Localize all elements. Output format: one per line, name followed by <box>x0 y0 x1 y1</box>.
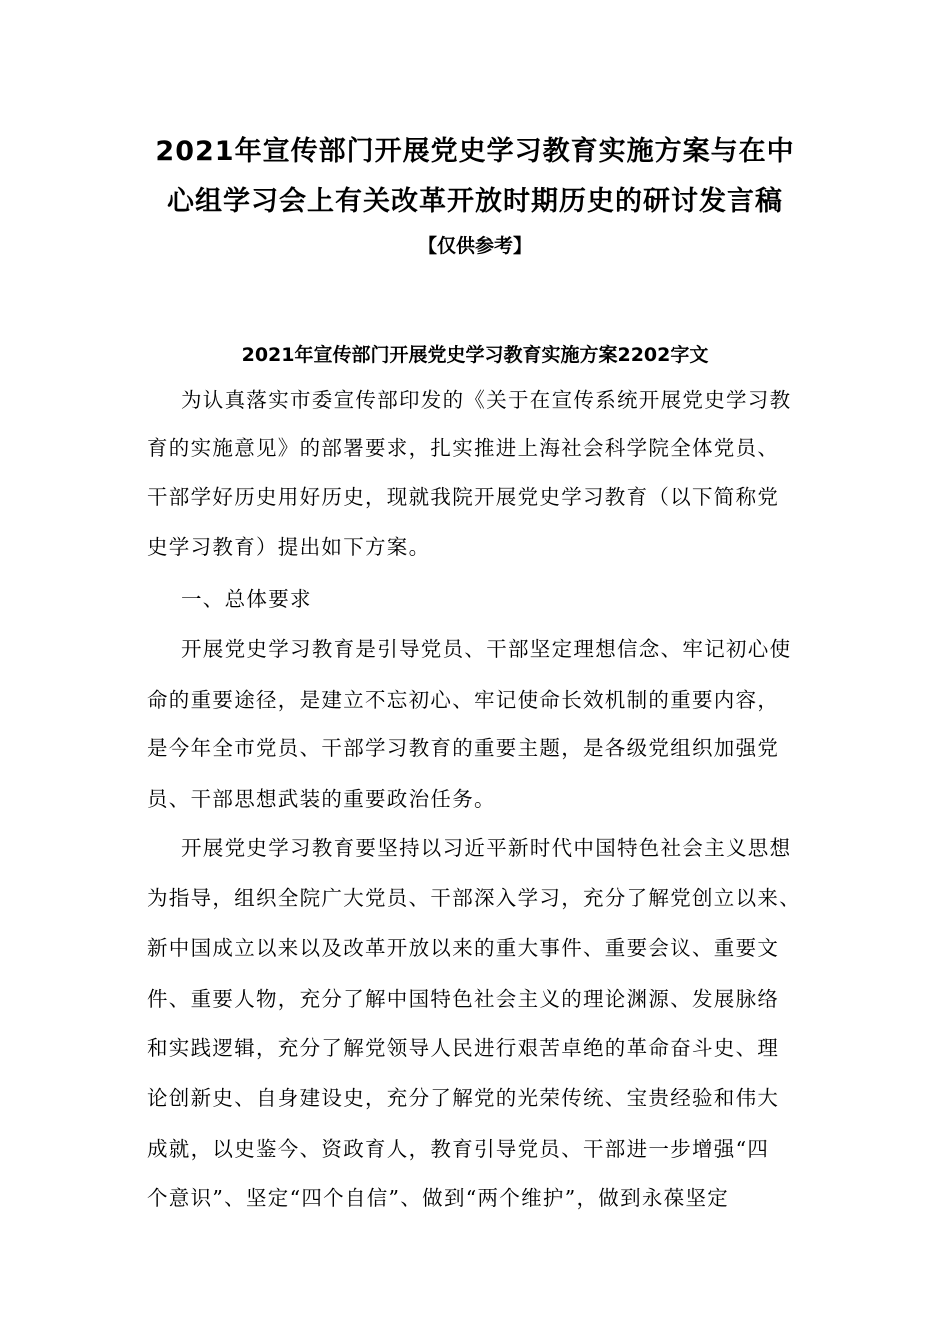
body-line: 新中国成立以来以及改革开放以来的重大事件、重要会议、重要文 <box>147 936 780 960</box>
body-line: 成就，以史鉴今、资政育人，教育引导党员、干部进一步增强“四 <box>147 1137 770 1161</box>
section-title: 2021年宣传部门开展党史学习教育实施方案2202字文 <box>241 344 709 366</box>
body-line: 开展党史学习教育要坚持以习近平新时代中国特色社会主义思想 <box>181 836 792 860</box>
body-line: 开展党史学习教育是引导党员、干部坚定理想信念、牢记初心使 <box>181 637 792 661</box>
body-line: 育的实施意见》的部署要求，扎实推进上海社会科学院全体党员、 <box>147 436 780 460</box>
body-line: 史学习教育）提出如下方案。 <box>147 535 431 559</box>
body-line: 命的重要途径，是建立不忘初心、牢记使命长效机制的重要内容， <box>147 688 780 712</box>
body-line: 个意识”、坚定“四个自信”、做到“两个维护”，做到永葆坚定 <box>147 1186 730 1210</box>
document-title-line-2: 心组学习会上有关改革开放时期历史的研讨发言稿 <box>167 186 783 217</box>
body-line: 和实践逻辑，充分了解党领导人民进行艰苦卓绝的革命奋斗史、理 <box>147 1036 780 1060</box>
body-line: 干部学好历史用好历史，现就我院开展党史学习教育（以下简称党 <box>147 485 780 509</box>
reference-note: 【仅供参考】 <box>417 235 532 257</box>
heading-general-requirements: 一、总体要求 <box>181 587 312 611</box>
body-line: 为指导，组织全院广大党员、干部深入学习，充分了解党创立以来、 <box>147 886 801 910</box>
body-line: 为认真落实市委宣传部印发的《关于在宣传系统开展党史学习教 <box>181 388 792 412</box>
body-line: 是今年全市党员、干部学习教育的重要主题，是各级党组织加强党 <box>147 736 780 760</box>
body-line: 件、重要人物，充分了解中国特色社会主义的理论渊源、发展脉络 <box>147 987 780 1011</box>
body-line: 论创新史、自身建设史，充分了解党的光荣传统、宝贵经验和伟大 <box>147 1086 780 1110</box>
document-title-line-1: 2021年宣传部门开展党史学习教育实施方案与在中 <box>155 136 795 167</box>
body-line: 员、干部思想武装的重要政治任务。 <box>147 787 496 811</box>
